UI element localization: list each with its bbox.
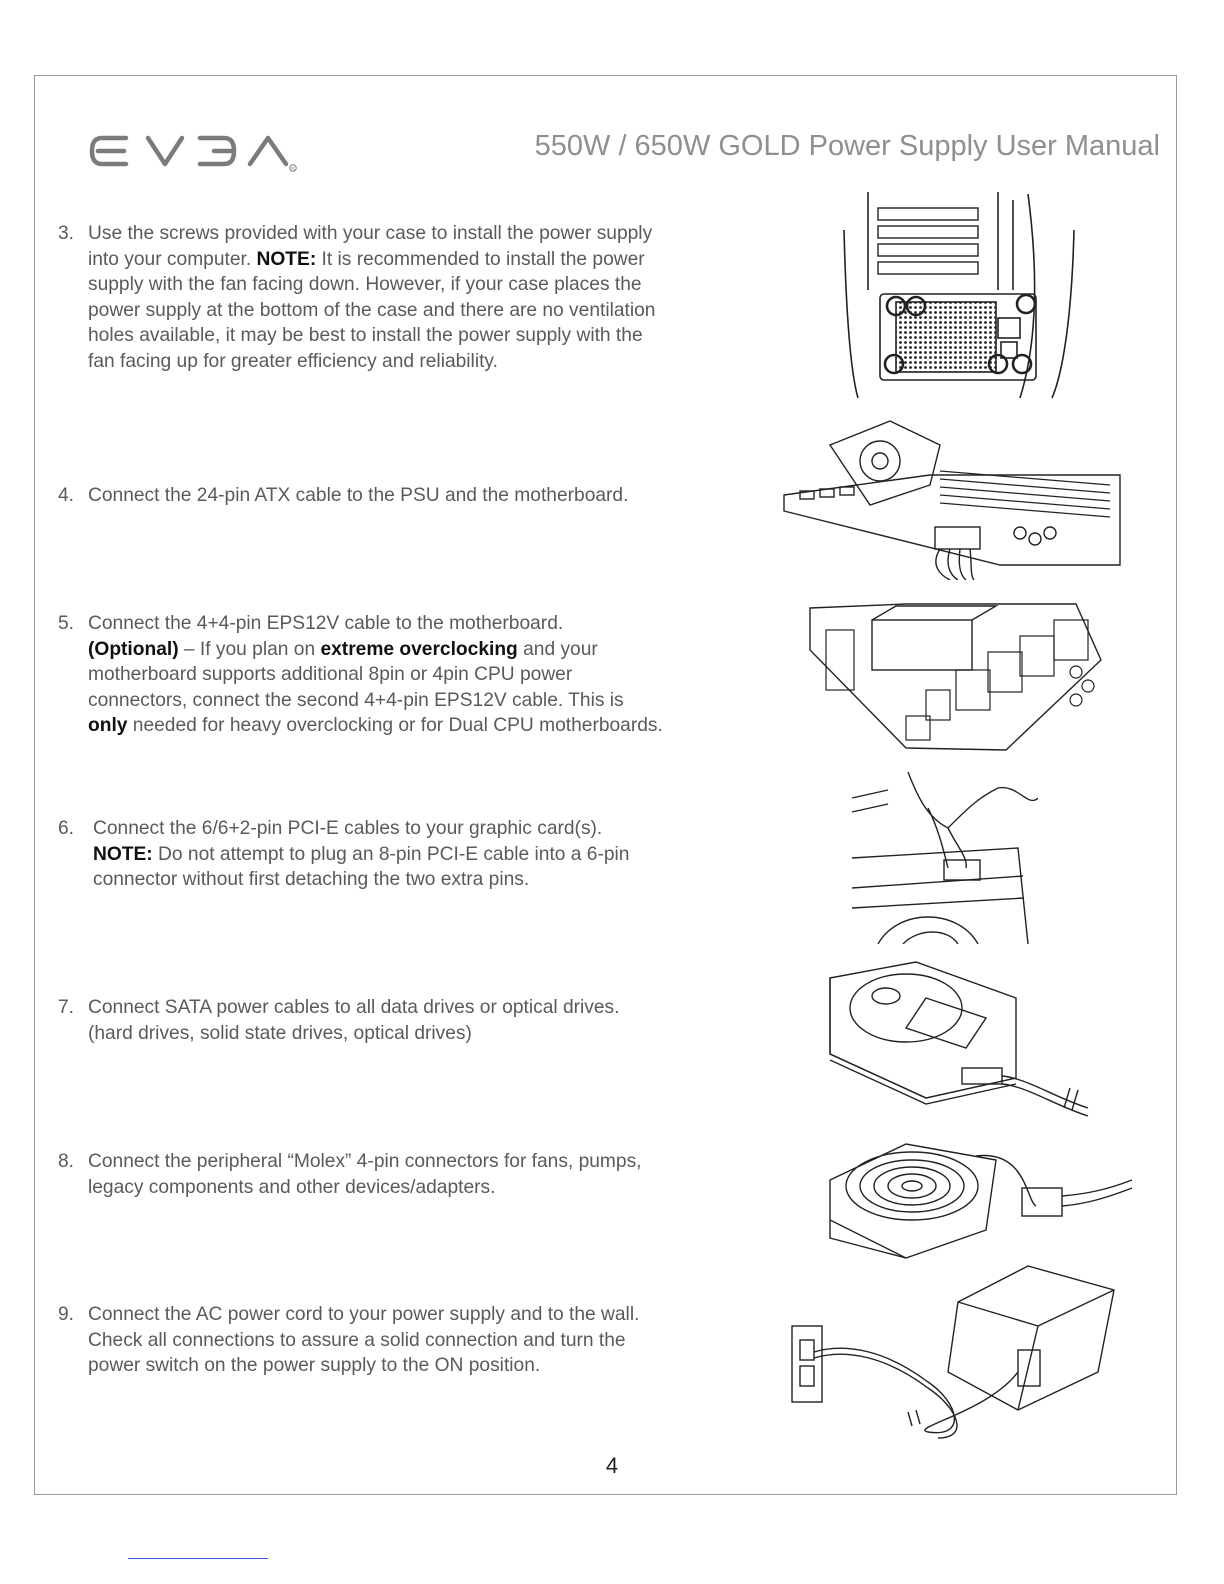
footer-line bbox=[128, 1558, 268, 1559]
evga-logo bbox=[88, 128, 298, 176]
step-number: 6. bbox=[58, 818, 75, 839]
step-7 bbox=[58, 995, 748, 1046]
step-text: Connect the AC power cord to your power supply and to the wall. Check all connections to assure a solid connection and turn the power switch on the power supply to the ON position. bbox=[88, 1304, 640, 1376]
only-label: only bbox=[88, 715, 128, 736]
step-number: 4. bbox=[58, 485, 75, 506]
sata-drive-illustration bbox=[826, 958, 1096, 1138]
extreme-overclocking-label: extreme overclocking bbox=[320, 638, 518, 660]
step-number: 8. bbox=[58, 1151, 75, 1172]
step-4 bbox=[58, 483, 748, 509]
step-number: 3. bbox=[58, 223, 75, 244]
atx-motherboard-illustration bbox=[780, 415, 1130, 580]
step-9 bbox=[58, 1302, 748, 1379]
step-number: 7. bbox=[58, 997, 75, 1018]
psu-case-illustration bbox=[838, 190, 1083, 400]
step-text: Use the screws provided with your case to install the power supply into your computer. NOTE: It is recommended to install the power supply with the fan facing down. However, if your case places the power supply at the bottom of the case and there are no ventilation holes available, it may be best to install the power supply with the fan facing up for greater efficiency and reliability. bbox=[88, 223, 656, 372]
step-8 bbox=[58, 1149, 748, 1200]
pcie-cable-illustration bbox=[848, 768, 1038, 944]
eps12v-motherboard-illustration bbox=[806, 600, 1106, 752]
step-text: Connect the 6/6+2-pin PCI-E cables to your graphic card(s). NOTE: Do not attempt to plug an 8-pin PCI-E cable into a 6-pin connector without first detaching the two extra pins. bbox=[93, 818, 630, 890]
step-6 bbox=[58, 816, 748, 893]
step-5 bbox=[58, 611, 748, 739]
manual-title: 550W / 650W GOLD Power Supply User Manual bbox=[534, 130, 1160, 162]
note-label: NOTE: bbox=[93, 843, 153, 865]
evga-logo-mark bbox=[88, 128, 298, 176]
note-label: NOTE: bbox=[256, 248, 317, 270]
step-text: Connect the 24-pin ATX cable to the PSU and the motherboard. bbox=[88, 485, 629, 506]
ac-power-illustration bbox=[788, 1262, 1118, 1440]
optional-label: (Optional) bbox=[88, 638, 179, 660]
step-text: Connect the peripheral “Molex” 4-pin connectors for fans, pumps, legacy components and other devices/adapters. bbox=[88, 1151, 642, 1198]
step-number: 9. bbox=[58, 1304, 75, 1325]
svg-text:R: R bbox=[291, 166, 295, 171]
page-number: 4 bbox=[605, 1453, 619, 1478]
step-text: Connect SATA power cables to all data drives or optical drives. (hard drives, solid state drives, optical drives) bbox=[88, 997, 620, 1044]
step-3 bbox=[58, 221, 748, 374]
step-number: 5. bbox=[58, 613, 75, 634]
fan-molex-illustration bbox=[826, 1140, 1136, 1260]
step-text: Connect the 4+4-pin EPS12V cable to the motherboard. (Optional) – If you plan on extreme overclocking and your motherboard supports additional 8pin or 4pin CPU power connectors, connect the second 4+4-pin EPS12V cable. This is only needed for heavy overclocking or for Dual CPU motherboards. bbox=[88, 613, 663, 736]
